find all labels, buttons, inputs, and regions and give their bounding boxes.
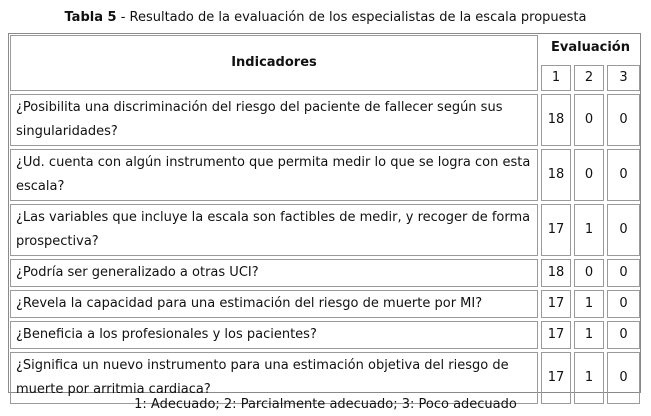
indicator-question: ¿Significa un nuevo instrumento para una estimación objetiva del riesgo de muerte por arritmia cardiaca? — [10, 352, 538, 404]
header-indicators: Indicadores — [10, 35, 538, 91]
table-row — [10, 290, 640, 318]
header-eval-2: 2 — [574, 65, 604, 92]
eval-value-1: 17 — [541, 352, 571, 404]
eval-value-3: 0 — [607, 321, 640, 349]
eval-value-1: 18 — [541, 94, 571, 146]
indicator-question: ¿Las variables que incluye la escala son factibles de medir, y recoger de forma prospectiva? — [10, 204, 538, 256]
header-eval-3: 3 — [607, 65, 640, 92]
eval-value-1: 17 — [541, 321, 571, 349]
eval-value-1: 17 — [541, 290, 571, 318]
indicator-question: ¿Ud. cuenta con algún instrumento que permita medir lo que se logra con esta escala? — [10, 149, 538, 201]
eval-value-3: 0 — [607, 149, 640, 201]
eval-value-3: 0 — [607, 204, 640, 256]
eval-value-1: 18 — [541, 259, 571, 287]
indicator-question: ¿Podría ser generalizado a otras UCI? — [10, 259, 538, 287]
eval-value-2: 1 — [574, 352, 604, 404]
eval-value-2: 0 — [574, 149, 604, 201]
eval-value-3: 0 — [607, 94, 640, 146]
eval-value-2: 0 — [574, 259, 604, 287]
table-row — [10, 149, 640, 201]
eval-value-1: 17 — [541, 204, 571, 256]
header-evaluation: Evaluación — [551, 40, 630, 56]
table-row — [10, 259, 640, 287]
indicator-question: ¿Posibilita una discriminación del riesgo del paciente de fallecer según sus singularidades? — [10, 94, 538, 146]
eval-value-3: 0 — [607, 259, 640, 287]
eval-value-2: 1 — [574, 290, 604, 318]
eval-value-2: 1 — [574, 321, 604, 349]
evaluation-table — [7, 32, 643, 407]
table-caption-label: Tabla 5 — [64, 10, 117, 25]
table-caption-text: - Resultado de la evaluación de los especialistas de la escala propuesta — [116, 10, 587, 25]
table-caption — [0, 9, 651, 26]
table-row — [10, 204, 640, 256]
table-row — [10, 321, 640, 349]
indicator-question: ¿Beneficia a los profesionales y los pacientes? — [10, 321, 538, 349]
eval-value-2: 0 — [574, 94, 604, 146]
table-footnote: 1: Adecuado; 2: Parcialmente adecuado; 3: Poco adecuado — [134, 397, 517, 412]
indicator-question: ¿Revela la capacidad para una estimación del riesgo de muerte por MI? — [10, 290, 538, 318]
eval-value-3: 0 — [607, 290, 640, 318]
eval-value-1: 18 — [541, 149, 571, 201]
eval-value-3: 0 — [607, 352, 640, 404]
table-row — [10, 94, 640, 146]
header-eval-1: 1 — [541, 65, 571, 92]
eval-value-2: 1 — [574, 204, 604, 256]
